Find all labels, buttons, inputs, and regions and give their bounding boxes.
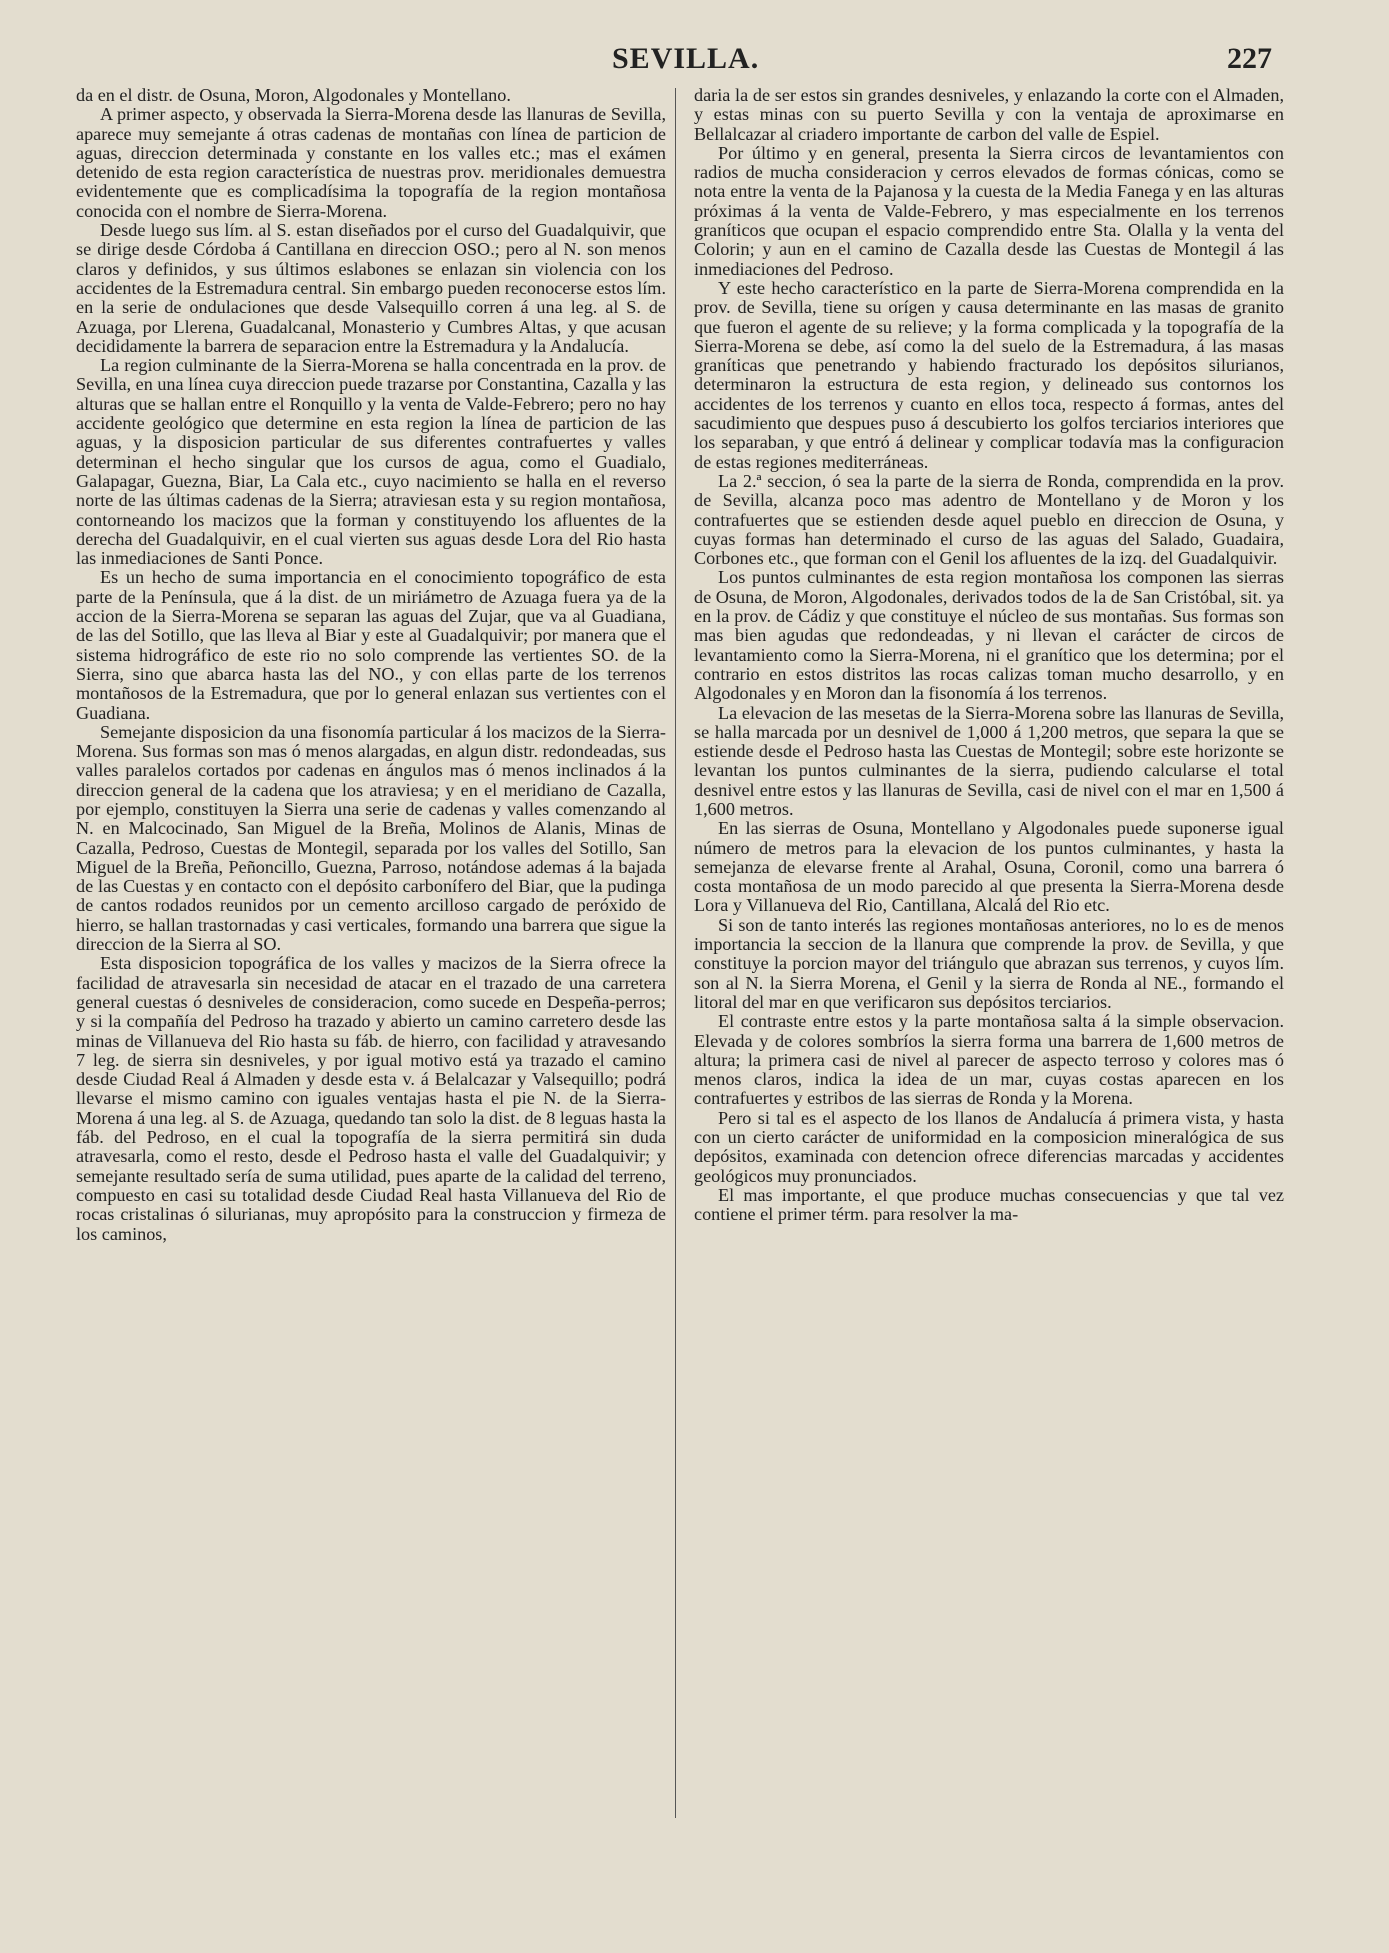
paragraph: La region culminante de la Sierra-Morena se halla concentrada en la prov. de Sevilla, en una línea cuya direccion puede trazarse por Constantina, Cazalla y las alturas que se hallan entre el Ronquillo y la venta de Valde-Febrero; pero no hay accidente geológico que determine en esta region la línea de particion de las aguas, y la disposicion particular de sus diferentes contrafuertes y valles determinan el hecho singular que los cursos de agua, como el Guadialo, Galapagar, Guezna, Biar, La Cala etc., cuyo nacimiento se halla en el reverso norte de las últimas cadenas de la Sierra; atraviesan esta y su region montañosa, contorneando los macizos que la forman y constituyendo los afluentes de la derecha del Guadalquivir, en el cual vierten sus aguas desde Lora del Rio hasta las inmediaciones de Santi Ponce. bbox=[76, 355, 666, 569]
paragraph: A primer aspecto, y observada la Sierra-Morena desde las llanuras de Sevilla, aparece muy semejante á otras cadenas de montañas con línea de particion de aguas, direccion determinada y constante en los valles etc.; mas el exámen detenido de esta region característica de nuestras prov. meridionales demuestra evidentemente que es complicadísima la topografía de la region montañosa conocida con el nombre de Sierra-Morena. bbox=[76, 104, 666, 221]
paragraph: En las sierras de Osuna, Montellano y Algodonales puede suponerse igual número de metros para la elevacion de los puntos culminantes, y hasta la semejanza de elevarse frente al Arahal, Osuna, Coronil, como una barrera ó costa montañosa de un modo parecido al que presenta la Sierra-Morena desde Lora y Villanueva del Rio, Cantillana, Alcalá del Rio etc. bbox=[694, 818, 1284, 916]
paragraph: Los puntos culminantes de esta region montañosa los componen las sierras de Osuna, de Moron, Algodonales, derivados todos de la de San Cristóbal, sit. ya en la prov. de Cádiz y que constituye el núcleo de sus montañas. Sus formas son mas bien agudas que redondeadas, y ni llevan el carácter de circos de levantamiento como la Sierra-Morena, ni el granítico que los determina; por el contrario en estos distritos las rocas calizas toman mucho desarrollo, y en Algodonales y en Moron dan la fisonomía á los terrenos. bbox=[694, 567, 1284, 704]
running-title: SEVILLA. bbox=[612, 42, 760, 75]
paragraph: daria la de ser estos sin grandes desniveles, y enlazando la corte con el Almaden, y estas minas con su puerto Sevilla y con la ventaja de aproximarse en Bellalcazar al criadero importante de carbon del valle de Espiel. bbox=[694, 85, 1284, 144]
paragraph: Semejante disposicion da una fisonomía particular á los macizos de la Sierra-Morena. Sus formas son mas ó menos alargadas, en algun distr. redondeadas, sus valles paralelos cortados por cadenas en ángulos mas ó menos inclinados á la direccion general de la cadena que los atraviesa; y en el meridiano de Cazalla, por ejemplo, constituyen la Sierra una serie de cadenas y valles comenzando al N. en Malcocinado, San Miguel de la Breña, Molinos de Alanis, Minas de Cazalla, Pedroso, Cuestas de Montegil, separada por los valles del Sotillo, San Miguel de la Breña, Peñoncillo, Guezna, Parroso, notándose ademas á la bajada de las Cuestas y en contacto con el depósito carbonífero del Biar, que la pudinga de cantos rodados reunidos por un cemento arcilloso cargado de peróxido de hierro, se hallan trastornadas y casi verticales, formando una barrera que sigue la direccion de la Sierra al SO. bbox=[76, 721, 666, 955]
paragraph: Y este hecho característico en la parte de Sierra-Morena comprendida en la prov. de Sevilla, tiene su orígen y causa determinante en las masas de granito que fueron el agente de su relieve; y la forma complicada y la topografía de la Sierra-Morena se debe, así como la del suelo de la Estremadura, á las masas graníticas que penetrando y habiendo fracturado los depósitos silurianos, determinaron la estructura de esta region, y delineado sus contornos los accidentes de los terrenos y cuanto en ellos toca, respecto á formas, antes del sacudimiento que despues puso á descubierto los golfos terciarios interiores que los separaban, y que entró á delinear y complicar todavía mas la configuracion de estas regiones mediterráneas. bbox=[694, 277, 1284, 472]
page-number: 227 bbox=[1227, 42, 1272, 75]
paragraph: El mas importante, el que produce muchas consecuencias y que tal vez contiene el primer térm. para resolver la ma- bbox=[694, 1184, 1284, 1225]
left-column bbox=[76, 86, 666, 1244]
paragraph: Si son de tanto interés las regiones montañosas anteriores, no lo es de menos importancia la seccion de la llanura que comprende la prov. de Sevilla, y que constituye la porcion mayor del triángulo que abrazan sus terrenos, y cuyos lím. son al N. la Sierra Morena, el Genil y la sierra de Ronda al NE., formando el litoral del mar en que verificaron sus depósitos terciarios. bbox=[694, 914, 1284, 1012]
paragraph: Esta disposicion topográfica de los valles y macizos de la Sierra ofrece la facilidad de atravesarla sin necesidad de atacar en el trazado de una carretera general cuestas ó desniveles de consideracion, como sucede en Despeña-perros; y si la compañía del Pedroso ha trazado y abierto un camino carretero desde las minas de Villanueva del Rio hasta su fáb. de hierro, con facilidad y atravesando 7 leg. de sierra sin desniveles, y por igual motivo está ya trazado el camino desde Ciudad Real á Almaden y desde esta v. á Belalcazar y Valsequillo; podrá llevarse el mismo camino con iguales ventajas hasta el pie N. de la Sierra-Morena á una leg. al S. de Azuaga, quedando tan solo la dist. de 8 leguas hasta la fáb. del Pedroso, en el cual la topografía de la sierra permitirá sin duda atravesarla, como el resto, desde el Pedroso hasta el valle del Guadalquivir; y semejante resultado sería de suma utilidad, pues aparte de la calidad del terreno, compuesto en casi su totalidad desde Ciudad Real hasta Villanueva del Rio de rocas cristalinas ó silurianas, muy apropósito para la construccion y firmeza de los caminos, bbox=[76, 953, 666, 1244]
paragraph: Por último y en general, presenta la Sierra circos de levantamientos con radios de mucha consideracion y cerros elevados de formas cónicas, como se nota entre la venta de la Pajanosa y la cuesta de la Media Fanega y en las alturas próximas á la venta de Valde-Febrero, y mas especialmente en los terrenos graníticos que ocupan el espacio comprendido entre Sta. Olalla y la venta del Colorin; y aun en el camino de Cazalla desde las Cuestas de Montegil á las inmediaciones del Pedroso. bbox=[694, 142, 1284, 279]
column-divider bbox=[675, 88, 676, 1818]
paragraph: El contraste entre estos y la parte montañosa salta á la simple observacion. Elevada y de colores sombríos la sierra forma una barrera de 1,600 metros de altura; la primera casi de nivel al parecer de aspecto terroso y colores mas ó menos claros, indica la idea de un mar, cuyas costas aparecen en los contrafuertes y estribos de las sierras de Ronda y la Morena. bbox=[694, 1011, 1284, 1109]
right-column bbox=[694, 86, 1284, 1225]
paragraph: Es un hecho de suma importancia en el conocimiento topográfico de esta parte de la Península, que á la dist. de un miriámetro de Azuaga fuera ya de la accion de la Sierra-Morena se separan las aguas del Zujar, que va al Guadiana, de las del Sotillo, que las lleva al Biar y este al Guadalquivir; por manera que el sistema hidrográfico de este rio no solo comprende las vertientes SO. de la Sierra, sino que abarca hasta las del NO., y con ellas parte de los terrenos montañosos de la Estremadura, que por lo general enlazan sus vertientes con el Guadiana. bbox=[76, 567, 666, 723]
paragraph: Desde luego sus lím. al S. estan diseñados por el curso del Guadalquivir, que se dirige desde Córdoba á Cantillana en direccion OSO.; pero al N. son menos claros y definidos, y sus últimos eslabones se enlazan sin violencia con los accidentes de la Estremadura central. Sin embargo pueden reconocerse estos lím. en la serie de ondulaciones que desde Valsequillo corren á una leg. al S. de Azuaga, por Llerena, Guadalcanal, Monasterio y Cumbres Altas, y que acusan decididamente la barrera de separacion entre la Estremadura y la Andalucía. bbox=[76, 220, 666, 356]
paragraph: La elevacion de las mesetas de la Sierra-Morena sobre las llanuras de Sevilla, se halla marcada por un desnivel de 1,000 á 1,200 metros, que separa la que se estiende desde el Pedroso hasta las Cuestas de Montegil; sobre este horizonte se levantan los puntos culminantes de la sierra, pudiendo calcularse el total desnivel entre estos y las llanuras de Sevilla, casi de nivel con el mar en 1,500 á 1,600 metros. bbox=[694, 702, 1284, 819]
paragraph: Pero si tal es el aspecto de los llanos de Andalucía á primera vista, y hasta con un cierto carácter de uniformidad en la composicion mineralógica de sus depósitos, examinada con detencion ofrece diferencias marcadas y accidentes geológicos muy pronunciados. bbox=[694, 1107, 1284, 1186]
page-header bbox=[72, 42, 1272, 82]
paragraph: da en el distr. de Osuna, Moron, Algodonales y Montellano. bbox=[76, 85, 511, 105]
paragraph: La 2.ª seccion, ó sea la parte de la sierra de Ronda, comprendida en la prov. de Sevilla, alcanza poco mas adentro de Montellano y de Moron y los contrafuertes que se estienden desde aquel pueblo en direccion de Osuna, y cuyas formas han determinado el curso de las aguas del Salado, Guadaira, Corbones etc., que forman con el Genil los afluentes de la izq. del Guadalquivir. bbox=[694, 470, 1284, 569]
